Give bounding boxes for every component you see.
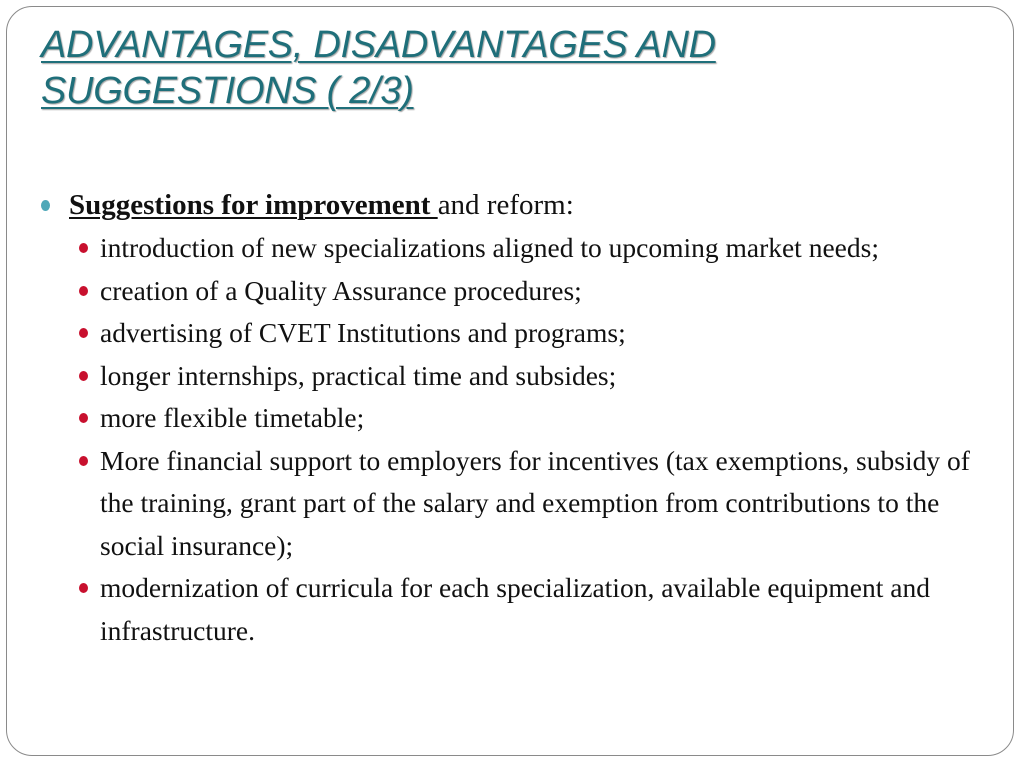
list-item-text: more flexible timetable; xyxy=(100,402,365,433)
list-item-text: advertising of CVET Institutions and programs; xyxy=(100,317,626,348)
slide-title: ADVANTAGES, DISADVANTAGES AND SUGGESTIONS ( 2/3) xyxy=(41,24,716,112)
bullet-dot-icon xyxy=(79,286,88,296)
bullet-dot-icon xyxy=(79,243,88,253)
section-heading: Suggestions for improvement xyxy=(69,189,438,221)
bullet-dot-icon xyxy=(79,328,88,338)
list-item xyxy=(39,312,999,355)
bullet-dot-icon xyxy=(41,200,50,211)
list-item-text: More financial support to employers for incentives (tax exemptions, subsidy of the training, grant part of the salary and exemption from contributions to the social insurance); xyxy=(100,444,970,561)
section-heading-suffix: and reform: xyxy=(437,189,574,221)
bullet-dot-icon xyxy=(79,456,88,466)
list-item-text: introduction of new specializations aligned to upcoming market needs; xyxy=(100,232,879,263)
suggestion-list xyxy=(39,227,999,652)
bullet-dot-icon xyxy=(79,583,88,593)
list-item xyxy=(39,227,999,270)
slide-frame xyxy=(6,6,1014,756)
list-item-text: modernization of curricula for each specialization, available equipment and infrastructure. xyxy=(100,572,930,646)
list-item-text: creation of a Quality Assurance procedures; xyxy=(100,274,582,306)
list-item xyxy=(39,397,999,440)
list-item-text: longer internships, practical time and subsides; xyxy=(100,359,617,391)
list-item xyxy=(39,567,999,652)
bullet-level1 xyxy=(39,183,999,227)
bullet-dot-icon xyxy=(79,371,88,381)
list-item xyxy=(39,355,999,398)
list-item xyxy=(39,270,999,313)
bullet-dot-icon xyxy=(79,413,88,423)
list-item xyxy=(39,440,999,568)
slide-body xyxy=(39,183,999,652)
